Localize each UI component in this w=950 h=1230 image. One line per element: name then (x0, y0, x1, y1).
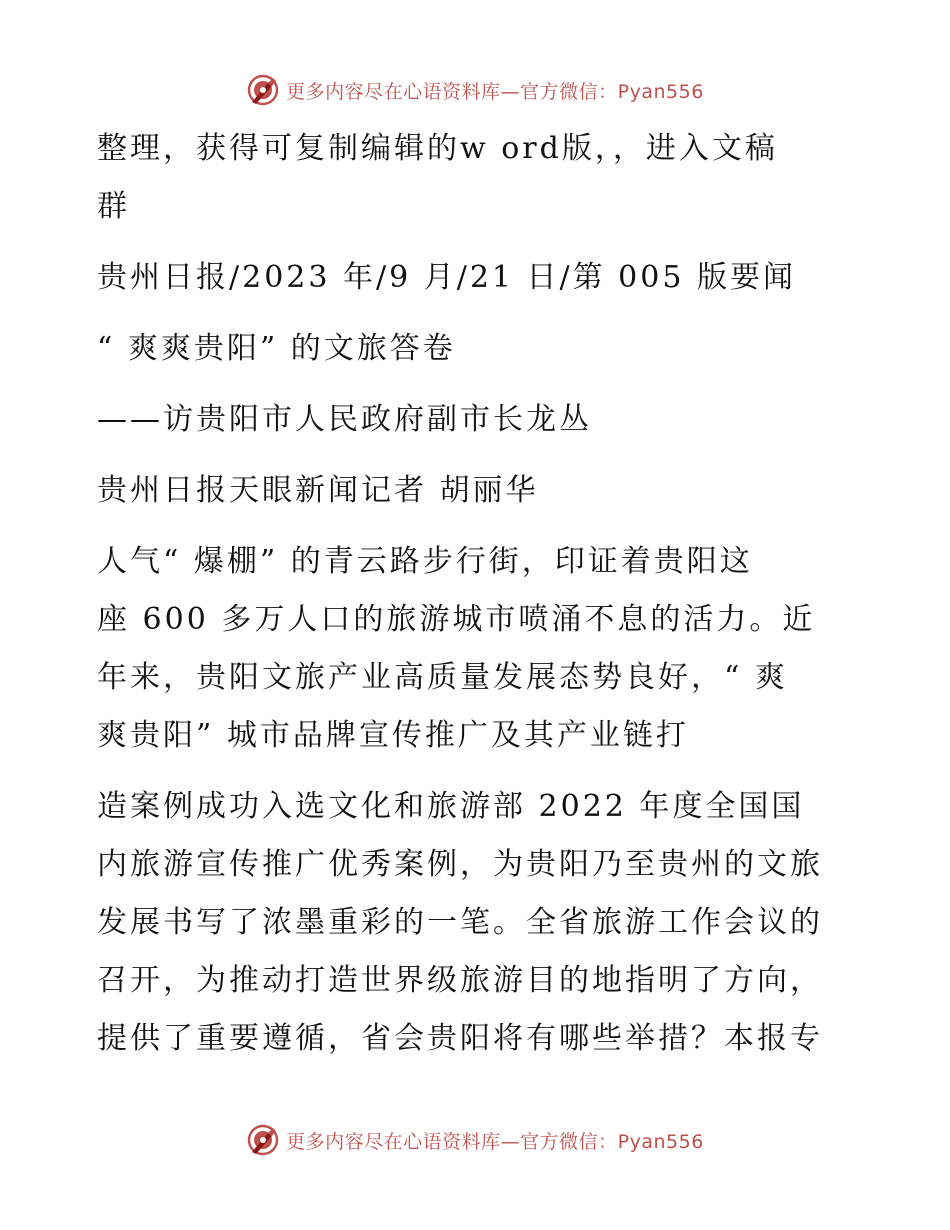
intro-paragraph (97, 120, 857, 236)
text-line: 群 (97, 189, 130, 224)
text-line: 召开，为推动打造世界级旅游目的地指明了方向， (97, 963, 823, 998)
article-title (97, 320, 857, 378)
text-line: 爽贵阳” 城市品牌宣传推广及其产业链打 (97, 718, 689, 753)
header-banner (0, 68, 950, 112)
text-line: 贵州日报/2023 年/9 月/21 日/第 005 版要闻 (97, 260, 796, 295)
banner-text: 更多内容尽在心语资料库—官方微信：Pyan556 (286, 1130, 704, 1153)
text-line: 发展书写了浓墨重彩的一笔。全省旅游工作会议的 (97, 905, 823, 940)
text-line: ——访贵阳市人民政府副市长龙丛 (97, 402, 592, 437)
body-paragraph-1 (97, 533, 857, 765)
text-line: 提供了重要遵循，省会贵阳将有哪些举措？本报专 (97, 1021, 823, 1056)
text-line: 人气“ 爆棚” 的青云路步行街，印证着贵阳这 (97, 544, 753, 579)
document-body (97, 120, 857, 1068)
byline (97, 462, 857, 520)
body-paragraph-2 (97, 778, 857, 1068)
footer-banner (0, 1118, 950, 1162)
banner-text: 更多内容尽在心语资料库—官方微信：Pyan556 (286, 80, 704, 103)
pen-seal-icon (246, 1123, 280, 1157)
text-line: 整理，获得可复制编辑的w ord版，，进入文稿 (97, 131, 778, 166)
source-line (97, 249, 857, 307)
text-line: 造案例成功入选文化和旅游部 2022 年度全国国 (97, 789, 805, 824)
article-subtitle (97, 391, 857, 449)
text-line: 年来，贵阳文旅产业高质量发展态势良好，“ 爽 (97, 660, 788, 695)
text-line: 座 600 多万人口的旅游城市喷涌不息的活力。近 (97, 602, 816, 637)
text-line: 贵州日报天眼新闻记者 胡丽华 (97, 473, 539, 508)
pen-seal-icon (246, 73, 280, 107)
text-line: “ 爽爽贵阳” 的文旅答卷 (97, 331, 456, 366)
text-line: 内旅游宣传推广优秀案例，为贵阳乃至贵州的文旅 (97, 847, 823, 882)
